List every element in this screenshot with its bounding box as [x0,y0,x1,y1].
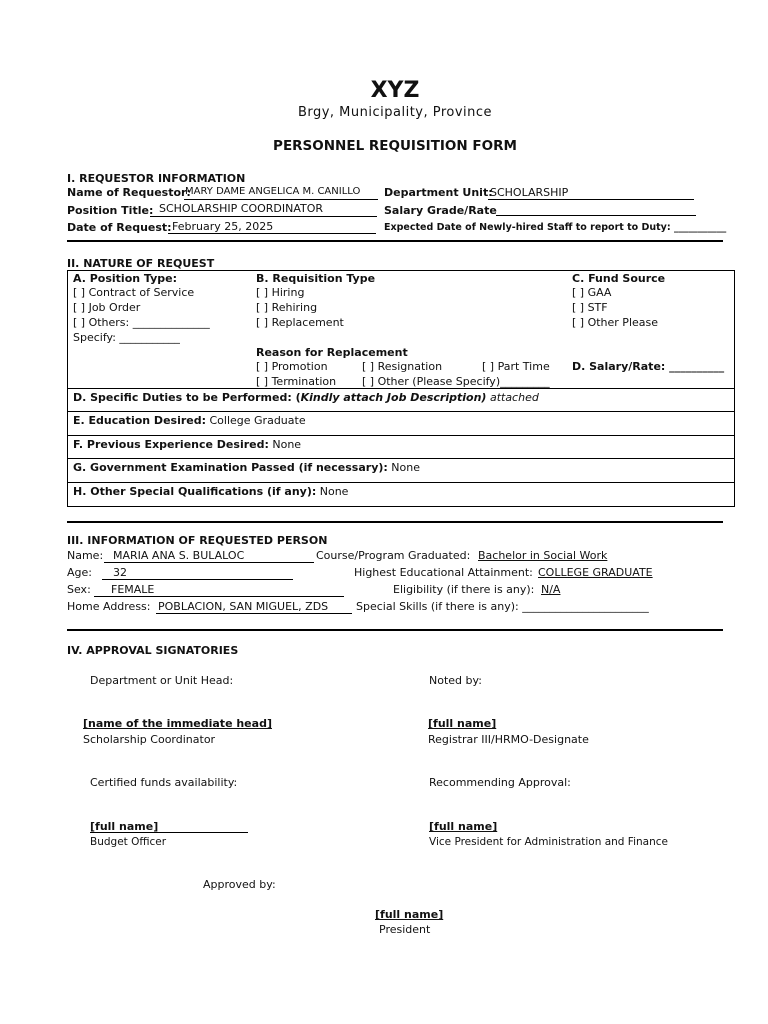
president-name: [full name] [375,908,444,921]
requestor-name-value: MARY DAME ANGELICA M. CANILLO [185,186,361,197]
requisition-type-label: B. Requisition Type [256,272,376,285]
special-qualifications-row: H. Other Special Qualifications (if any): None [73,485,349,498]
checkbox-job-order[interactable]: [ ] Job Order [73,301,141,314]
salary-rate-field[interactable]: D. Salary/Rate: __________ [572,360,725,373]
checkbox-gaa[interactable]: [ ] GAA [572,286,612,299]
checkbox-hiring[interactable]: [ ] Hiring [256,286,305,299]
recommending-approval-label: Recommending Approval: [429,776,571,789]
attainment-label: Highest Educational Attainment: [354,566,533,579]
date-of-request-value: February 25, 2025 [172,220,274,233]
education-desired-row: E. Education Desired: College Graduate [73,414,306,427]
checkbox-contract-of-service[interactable]: [ ] Contract of Service [73,286,195,299]
home-address-value: POBLACION, SAN MIGUEL, ZDS [158,600,329,613]
checkbox-rehiring[interactable]: [ ] Rehiring [256,301,318,314]
position-type-label: A. Position Type: [73,272,178,285]
checkbox-termination[interactable]: [ ] Termination [256,375,337,388]
checkbox-others[interactable]: [ ] Others: ______________ [73,316,210,329]
course-label: Course/Program Graduated: [316,549,471,562]
checkbox-stf[interactable]: [ ] STF [572,301,608,314]
checkbox-replacement[interactable]: [ ] Replacement [256,316,344,329]
checkbox-part-time[interactable]: [ ] Part Time [482,360,550,373]
specific-duties-row: D. Specific Duties to be Performed: (Kindly attach Job Description) attached [73,391,539,404]
person-name-value: MARIA ANA S. BULALOC [113,549,245,562]
section1-heading: I. REQUESTOR INFORMATION [67,172,246,185]
previous-experience-row: F. Previous Experience Desired: None [73,438,302,451]
sex-label: Sex: [67,583,91,596]
divider [67,521,723,523]
salary-grade-label: Salary Grade/Rate [384,204,497,217]
certified-funds-label: Certified funds availability: [90,776,238,789]
sex-value: FEMALE [111,583,155,596]
divider [67,240,723,242]
dept-head-label: Department or Unit Head: [90,674,234,687]
section4-heading: IV. APPROVAL SIGNATORIES [67,644,239,657]
section2-heading: II. NATURE OF REQUEST [67,257,215,270]
home-address-label: Home Address: [67,600,151,613]
fund-source-label: C. Fund Source [572,272,666,285]
checkbox-other-please[interactable]: [ ] Other Please [572,316,659,329]
age-label: Age: [67,566,92,579]
vp-title: Vice President for Administration and Finance [429,836,668,848]
form-title: PERSONNEL REQUISITION FORM [273,138,517,154]
reason-for-replacement-label: Reason for Replacement [256,346,408,359]
date-of-request-label: Date of Request: [67,221,172,234]
budget-officer-name: [full name] [90,820,159,833]
immediate-head-name: [name of the immediate head] [83,717,272,730]
government-exam-row: G. Government Examination Passed (if necessary): None [73,461,420,474]
org-address: Brgy, Municipality, Province [297,105,493,120]
age-value: 32 [113,566,127,579]
budget-officer-title: Budget Officer [90,836,167,848]
attainment-value: COLLEGE GRADUATE [538,566,653,579]
requestor-name-label: Name of Requestor: [67,186,191,199]
noted-by-title: Registrar III/HRMO-Designate [428,733,589,746]
expected-date-label: Expected Date of Newly-hired Staff to report to Duty: ___________ [384,222,727,233]
divider [67,629,723,631]
checkbox-other-specify[interactable]: [ ] Other (Please Specify)_________ [362,375,550,388]
dept-unit-value: SCHOLARSHIP [490,186,569,199]
noted-by-name: [full name] [428,717,497,730]
eligibility-label: Eligibility (if there is any): [393,583,535,596]
noted-by-label: Noted by: [429,674,482,687]
approved-by-label: Approved by: [203,878,276,891]
immediate-head-title: Scholarship Coordinator [83,733,216,746]
eligibility-value: N/A [541,583,561,596]
section3-heading: III. INFORMATION OF REQUESTED PERSON [67,534,328,547]
checkbox-promotion[interactable]: [ ] Promotion [256,360,328,373]
special-skills-field[interactable]: Special Skills (if there is any): _______________________ [356,600,649,613]
checkbox-resignation[interactable]: [ ] Resignation [362,360,443,373]
president-title: President [379,923,431,936]
specify-field[interactable]: Specify: ___________ [73,331,180,344]
course-value: Bachelor in Social Work [478,549,608,562]
position-title-value: SCHOLARSHIP COORDINATOR [159,202,324,215]
dept-unit-label: Department Unit: [384,186,493,199]
position-title-label: Position Title: [67,204,154,217]
vp-name: [full name] [429,820,498,833]
person-name-label: Name: [67,549,104,562]
org-name: XYZ [370,78,420,103]
